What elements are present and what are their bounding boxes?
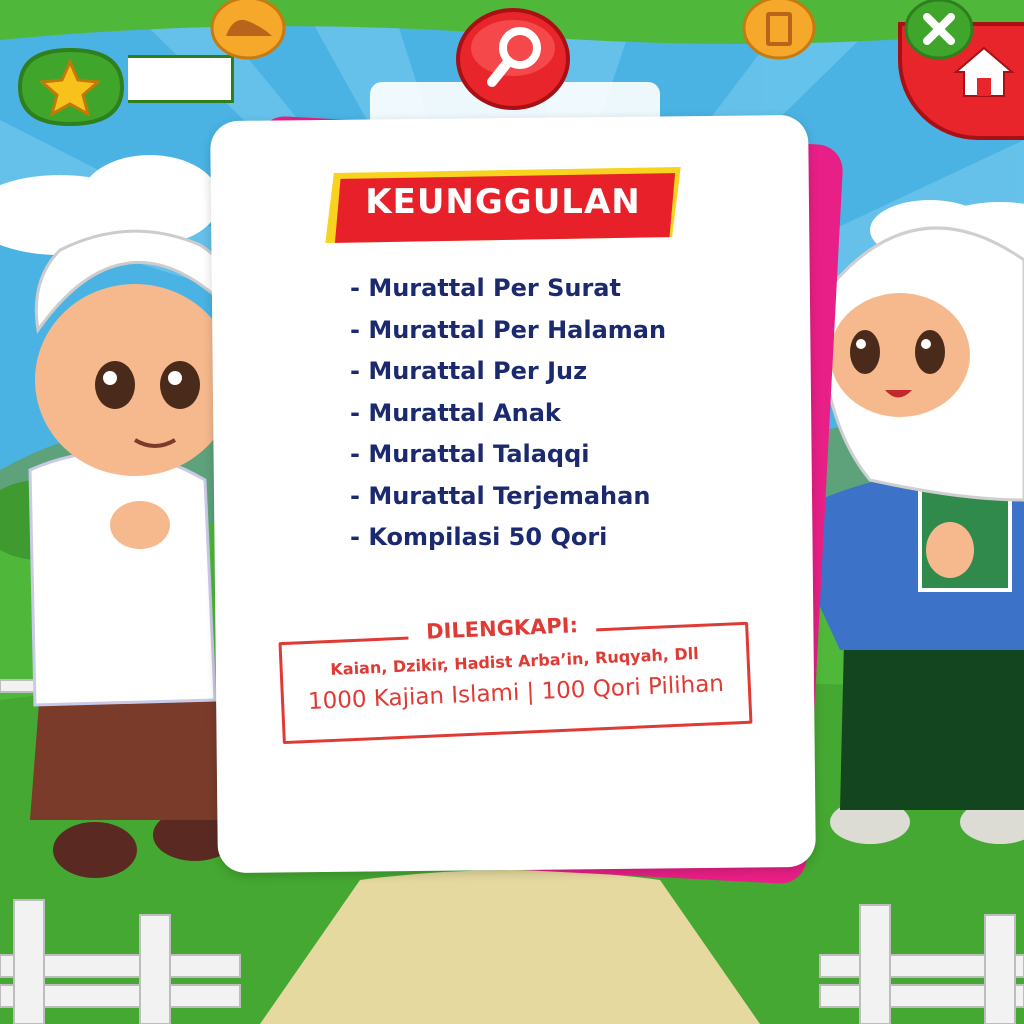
extras-summary: 1000 Kajian Islami | 100 Qori Pilihan — [307, 670, 725, 715]
sandal-button[interactable] — [210, 0, 286, 62]
feature-item: - Murattal Anak — [350, 398, 561, 427]
feature-item: - Murattal Per Juz — [350, 357, 588, 385]
score-box — [128, 55, 234, 103]
extras-content: Kaian, Dzikir, Hadist Arba’in, Ruqyah, Dll — [330, 643, 700, 679]
boy-character — [30, 231, 240, 878]
feature-list — [350, 274, 666, 565]
star-icon — [10, 44, 132, 130]
title-banner — [330, 170, 676, 244]
close-icon — [904, 0, 974, 62]
feature-item: - Murattal Terjemahan — [350, 481, 651, 510]
feature-item: - Murattal Talaqqi — [350, 440, 590, 468]
magnifier-icon — [456, 8, 570, 110]
search-button[interactable] — [456, 8, 570, 110]
extras-stamp — [278, 612, 750, 732]
feature-item: - Kompilasi 50 Qori — [350, 523, 608, 551]
close-button[interactable] — [904, 0, 974, 62]
card-title: KEUNGGULAN — [365, 182, 641, 222]
sandal-icon — [210, 0, 286, 62]
book-icon — [742, 0, 816, 62]
extras-heading: DILENGKAPI: — [408, 612, 597, 644]
feature-item: - Murattal Per Halaman — [350, 315, 667, 344]
feature-item: - Murattal Per Surat — [350, 274, 621, 302]
book-button[interactable] — [742, 0, 816, 62]
favorite-button[interactable] — [10, 44, 132, 130]
